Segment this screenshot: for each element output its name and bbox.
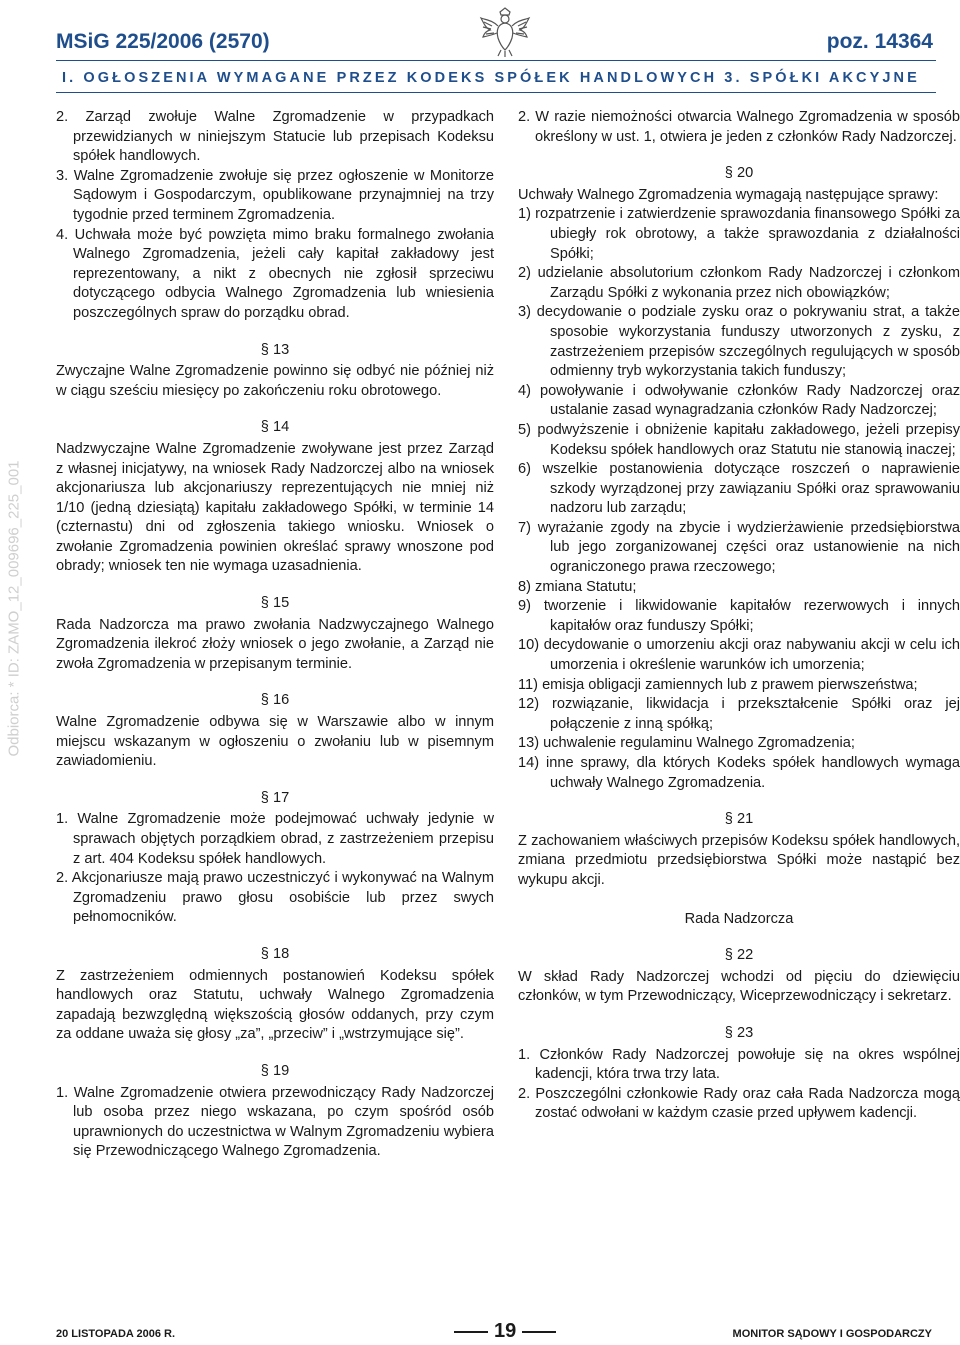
section-17-point-1: 1. Walne Zgromadzenie może podejmować uchwały jedynie w sprawach objętych porządkiem obrad, z zastrzeżeniem przepisu z art. 404 Kodeksu spółek handlowych. [56, 811, 494, 867]
left-column [56, 108, 494, 1162]
section-21-heading: § 21 [724, 811, 754, 828]
section-23-heading: § 23 [724, 1024, 754, 1041]
section-divider [56, 92, 936, 93]
footer-date: 20 LISTOPADA 2006 R. [56, 1328, 176, 1340]
section-19-point-1: 1. Walne Zgromadzenie otwiera przewodniczący Rady Nadzorczej lub osoba przez niego wskazana, po czym spośród osób uprawnionych do uczestnictwa w Walnym Zgromadzeniu wybiera się Przewodniczącego Walnego Zgromadzenia. [56, 1084, 494, 1160]
section-20-item: 11) emisja obligacji zamiennych lub z prawem pierwszeństwa; [518, 676, 918, 693]
section-14-text: Nadzwyczajne Walne Zgromadzenie zwoływane jest przez Zarząd z własnej inicjatywy, na wniosek Rady Nadzorczej albo na wniosek akcjonariusza lub akcjonariuszy reprezentujących nie mniej niż 1/10 (jedną dziesiątą) kapitału zakładowego Spółki, w terminie 14 (czternastu) dni od zgłoszenia takiego wniosku. Wniosek o zwołanie Zgromadzenia powinien określać sprawy wnoszone pod obrady; wniosek ten nie wymaga uzasadnienia. [56, 440, 494, 575]
section-20-item: 10) decydowanie o umorzeniu akcji oraz nabywaniu akcji w celu ich umorzenia i określenie warunków ich umorzenia; [518, 637, 960, 674]
right-column [518, 108, 960, 1124]
section-20-item: 5) podwyższenie i obniżenie kapitału zakładowego, jeżeli przepisy Kodeksu spółek handlowych oraz Statutu nie stanowią inaczej; [518, 421, 960, 458]
page-number [448, 1320, 562, 1343]
page-number-value: 19 [494, 1320, 517, 1342]
section-16-heading: § 16 [260, 692, 290, 709]
section-14-heading: § 14 [260, 419, 290, 436]
section-19-point-2: 2. W razie niemożności otwarcia Walnego Zgromadzenia w sposób określony w ust. 1, otwiera je jeden z członków Rady Nadzorczej. [518, 109, 960, 145]
section-20-intro: Uchwały Walnego Zgromadzenia wymagają następujące sprawy: [518, 186, 939, 203]
section-17-point-2: 2. Akcjonariusze mają prawo uczestniczyć i wykonywać na Walnym Zgromadzeniu prawo głosu osobiście lub przez swych pełnomocników. [56, 870, 494, 926]
paragraph-12-point-2: 2. Zarząd zwołuje Walne Zgromadzenie w przypadkach przewidzianych w niniejszym Statucie lub przepisach Kodeksu spółek handlowych. [56, 109, 494, 165]
section-20-heading: § 20 [724, 165, 754, 182]
section-22-text: W skład Rady Nadzorczej wchodzi od pięciu do dziewięciu członków, w tym Przewodniczący, Wiceprzewodniczący i sekretarz. [518, 968, 960, 1005]
footer-publication: MONITOR SĄDOWY I GOSPODARCZY [732, 1328, 932, 1340]
section-19-heading: § 19 [260, 1062, 290, 1079]
section-20-item: 3) decydowanie o podziale zysku oraz o pokrywaniu strat, a także sposobie wykorzystania funduszy utworzonych z zysku, z zastrzeżeniem przepisów szczególnych regulujących w sposób odmienny tryb wykorzystania takich funduszy; [518, 304, 960, 380]
section-18-text: Z zastrzeżeniem odmiennych postanowień Kodeksu spółek handlowych oraz Statutu, uchwały Walnego Zgromadzenia zapadają bezwzględną większością głosów oddanych, przy czym za oddane uważa się głosy „za”, „przeciw” i „wstrzymujące się”. [56, 967, 494, 1043]
section-23-point-2: 2. Poszczególni członkowie Rady oraz cała Rada Nadzorcza mogą zostać odwołani w każdym czasie przed upływem kadencji. [518, 1085, 960, 1122]
section-20-item: 6) wszelkie postanowienia dotyczące roszczeń o naprawienie szkody wyrządzonej przy zawiązaniu Spółki oraz sprawowaniu nadzoru lub zarządu; [518, 461, 960, 517]
issue-number: MSiG 225/2006 (2570) [56, 30, 270, 53]
section-20-item: 13) uchwalenie regulaminu Walnego Zgromadzenia; [518, 735, 855, 752]
recipient-id-watermark: Odbiorca: * ID: ZAMO_12_009696_225_001 [5, 460, 23, 757]
section-20-item: 12) rozwiązanie, likwidacja i przekształcenie Spółki oraz jej połączenie z inną spółką; [518, 696, 960, 732]
section-21-text: Z zachowaniem właściwych przepisów Kodeksu spółek handlowych, zmiana przedmiotu przedsiębiorstwa Spółki może nastąpić bez wykupu akcji. [518, 832, 960, 888]
section-13-text: Zwyczajne Walne Zgromadzenie powinno się odbyć nie później niż w ciągu sześciu miesięcy po zakończeniu roku obrotowego. [56, 363, 494, 399]
section-13-heading: § 13 [260, 341, 290, 358]
section-20-item: 7) wyrażanie zgody na zbycie i wydzierżawienie przedsiębiorstwa lub jego zorganizowanej części oraz ustanowienie na nich ograniczonego prawa rzeczowego; [518, 519, 960, 576]
section-22-heading: § 22 [724, 947, 754, 964]
section-16-text: Walne Zgromadzenie odbywa się w Warszawie albo w innym miejscu wskazanym w ogłoszeniu o zwołaniu lub w pisemnym zawiadomieniu. [56, 714, 494, 770]
paragraph-12-point-3: 3. Walne Zgromadzenie zwołuje się przez ogłoszenie w Monitorze Sądowym i Gospodarczym, opublikowane przynajmniej na trzy tygodnie przed terminem Zgromadzenia. [56, 167, 494, 223]
section-15-heading: § 15 [260, 595, 290, 612]
section-20-item: 8) zmiana Statutu; [518, 578, 637, 595]
section-18-heading: § 18 [260, 945, 290, 962]
section-20-item: 14) inne sprawy, dla których Kodeks spółek handlowych wymaga uchwały Walnego Zgromadzenia. [518, 755, 960, 791]
section-20-item: 4) powoływanie i odwoływanie członków Rady Nadzorczej oraz ustalanie zasad wynagradzania członków Rady Nadzorczej; [518, 382, 960, 419]
section-23-point-1: 1. Członków Rady Nadzorczej powołuje się na okres wspólnej kadencji, która trwa trzy lata. [518, 1046, 960, 1083]
section-17-heading: § 17 [260, 789, 290, 806]
section-20-item: 9) tworzenie i likwidowanie kapitałów rezerwowych i innych kapitałów oraz funduszy Spółki; [518, 598, 960, 634]
section-title: I. OGŁOSZENIA WYMAGANE PRZEZ KODEKS SPÓŁEK HANDLOWYCH 3. SPÓŁKI AKCYJNE [62, 70, 920, 86]
section-20-item: 2) udzielanie absolutorium członkom Rady Nadzorczej i członkom Zarządu Spółki z wykonania przez nich obowiązków; [518, 265, 960, 301]
eagle-emblem-icon [478, 6, 532, 58]
paragraph-12-point-4: 4. Uchwała może być powzięta mimo braku formalnego zwołania Walnego Zgromadzenia, jeżeli cały kapitał zakładowy jest reprezentowany, a nikt z obecnych nie zgłosił sprzeciwu dotyczącego odbycia Walnego Zgromadzenia lub wniesienia poszczególnych spraw do porządku obrad. [56, 226, 494, 321]
position-number: poz. 14364 [826, 30, 933, 53]
header-divider [56, 60, 936, 61]
chapter-heading-rada-nadzorcza: Rada Nadzorcza [684, 910, 794, 927]
section-15-text: Rada Nadzorcza ma prawo zwołania Nadzwyczajnego Walnego Zgromadzenia ilekroć złoży wniosek o jego zwołanie, a Zarząd nie zwoła Zgromadzenia w przepisanym terminie. [56, 616, 494, 672]
section-20-item: 1) rozpatrzenie i zatwierdzenie sprawozdania finansowego Spółki za ubiegły rok obrotowy, a także sprawozdania z działalności Spółki; [518, 206, 960, 262]
